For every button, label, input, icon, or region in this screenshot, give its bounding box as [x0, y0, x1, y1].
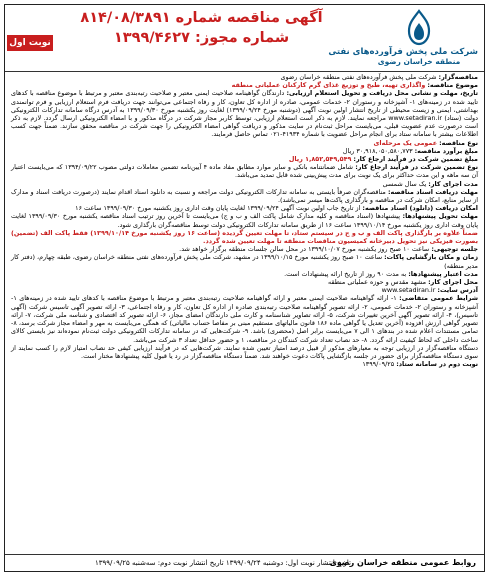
- tender-notice: [4, 4, 485, 572]
- paragraph-label: زمان و مکان بازگشایی پاکات:: [384, 253, 478, 262]
- paragraph-text: پیشنهادها (اسناد مناقصه و کلیه مدارک شامل پاکت الف و ب و ج) می‌بایست تا آخرین روز ترتیب اسناد مناقصه یکشنبه مورخ ۱۳۹۹/۰۹/۳۰ لغایت پایان وقت اداری روز یکشنبه مورخ ۱۳۹۹/۱۰/۱۴ ساعت ۱۶ از طریق سامانه تدارکات الکترونیکی دولت توسط مناقصه‌گران بارگذاری شود.: [11, 212, 478, 229]
- paragraph-text: ۱,۸۵۲,۵۴۹,۵۴۹ ریال: [288, 155, 352, 164]
- paragraph-label: محل اجرای کار:: [428, 278, 478, 287]
- paragraph-text: ۳۰,۹۱۸,۰۵۰,۵۸۰,۷۷۳ ریال: [342, 146, 413, 155]
- paragraph-label: آدرس سایت:: [437, 286, 478, 295]
- flame-logo-icon: [399, 9, 439, 47]
- paragraph-text: دستگاه مناقصه‌گزار در ارزیابی توجه به معیارهای مذکور از قبیل درصد امتیاز تعیین شده نمایند. شرکت‌هایی که در فرآیند ارزیابی کیفی حد نصاب امتیاز لازم را کسب نمایند از سوی دستگاه مناقصه‌گزار برای حضور در جلسه بازگشایی پاکات دعوت خواهند شد. ضمناً دستگاه مناقصه‌گزار در رد یا قبول کلیه پیشنهادها مختار است.: [11, 343, 478, 360]
- paragraph-label: جلسه توجیهی:: [431, 245, 478, 254]
- paragraph-text: ساعت ۱۰ صبح روز یکشنبه مورخ ۱۳۹۹/۱۰/۰۷ در محل سالن جلسات منطقه برگزار خواهد شد.: [179, 245, 430, 254]
- notice-paragraph: [11, 212, 478, 228]
- notice-title: آگهی مناقصه شماره ۸۱۴/۰۸/۳۸۹۱: [80, 10, 323, 26]
- paragraph-text: www.setadiran.ir: [381, 286, 436, 295]
- notice-paragraph: [11, 344, 478, 360]
- notice-paragraph: [11, 286, 478, 294]
- paragraph-label: نوع تضمین شرکت در فرآیند ارجاع کار:: [355, 163, 478, 172]
- paragraph-text: مشهد مقدس و حوزه عملیاتی منطقه: [328, 278, 427, 287]
- paragraph-label: شرایط عمومی متقاضی:: [399, 294, 478, 303]
- paragraph-label: موضوع مناقصه:: [427, 81, 478, 90]
- notice-paragraph: [11, 73, 478, 81]
- paragraph-label: امکان دریافت (دانلود) اسناد مناقصه:: [362, 204, 478, 213]
- paragraph-text: ضمناً علاوه بر بارگذاری پاکت الف و ب و ج در سیستم ستاد، تا مهلت تعیین گردیده (ساعت ۱۶ روز یکشنبه مورخ ۱۳۹۹/۱۰/۱۴) فقط پاکت الف (تضمین) بصورت فیزیکی نیز تحویل دبیرخانه کمیسیون مناقصات منطقه تا مهلت تعیین شده گردد.: [11, 228, 478, 246]
- paragraph-label: نوع مناقصه:: [439, 138, 478, 147]
- paragraph-label: مدت اجرای کار:: [428, 179, 478, 188]
- paragraph-label: مبلغ تضمین شرکت در فرآیند ارجاع کار:: [353, 155, 478, 164]
- notice-paragraph: [11, 360, 478, 368]
- publisher: روابط عمومی منطقه خراسان رضوی: [329, 558, 476, 567]
- notice-paragraph: [11, 147, 478, 155]
- paragraph-label: مهلت تحویل پیشنهادها:: [402, 212, 478, 221]
- paragraph-label: تاریخ، مهلت و نشانی محل دریافت و تحویل استعلام ارزیابی:: [286, 89, 478, 98]
- notice-paragraph: [11, 163, 478, 179]
- paragraph-text: واگذاری تهیه، طبخ و توزیع غذای گرم کارکنان عملیاتی منطقه: [231, 81, 426, 90]
- paragraph-label: مدت اعتبار پیشنهادها:: [408, 269, 478, 278]
- paragraph-text: ۱- ارائه گواهینامه صلاحیت ایمنی معتبر و ارائه گواهینامه صلاحیت رتبه‌بندی معتبر و مرتبط با موضوع مناقصه با کدهای تایید شده در زمینه‌های ۱- آشپزخانه و رستوران ۲- خدمات عمومی، ۲- ارائه تصویر گواهینامه صلاحیت رتبه‌بندی صادره از اداره کل تعاون، کار و رفاه اجتماعی، ۳- ارائه تصویر آگهی تاسیس شرکت (آگهی تاسیس)، ۴- ارائه تصویر آگهی آخرین تغییرات شرکت، ۵- ارائه تصاویر شناسنامه و کارت ملی دارندگان امضای مجاز، ۶- ارائه تصویر کد اقتصادی و شناسه ملی شرکت، ۷- ارائه تصویر گواهی ارزش افزوده (آخرین تعدیل یا گواهی ماده ۱۸۶ قانون مالیاتهای مستقیم مبنی بر مفاصا حساب مالیاتی) که همگی می‌بایست به مهر و امضاء مجاز شرکت برسد، ۸- تمامی مستندات اعلام شده در بندهای ۱ الی ۷ می‌بایست برابر اصل (محضری) باشد. ۹- شرکت‌هایی که در سامانه تدارکات الکترونیکی دولت ثبت‌نام نموده‌اند نیز بایستی کالای ساخت داخلی که لحاظ کیفیت ارائه گردد. ۸- حد نصاب تعداد شرکت کنندگان در مناقصه، ۱ و حضور حداقل تعداد ۳ شرکت می‌باشد.: [11, 294, 479, 344]
- company-logo: [328, 9, 478, 69]
- paragraph-text: مناقصه‌گران صرفاً بایستی به سامانه تدارکات الکترونیکی دولت مراجعه و نسبت به دانلود اسناد اقدام نمایند (درصورت دریافت اسناد و مدارک از سایر منابع، امکان شرکت در مناقصه و بارگذاری پاکت‌ها میسر نمی‌باشد).: [11, 187, 478, 205]
- paragraph-label: مهلت دریافت اسناد مناقصه:: [387, 187, 478, 196]
- paragraph-text: شرکت ملی پخش فرآورده‌های نفتی منطقه خراسان رضوی: [280, 73, 437, 81]
- notice-paragraph: [11, 229, 478, 245]
- paragraph-text: دارندگان گواهینامه صلاحیت ایمنی معتبر و صلاحیت رتبه‌بندی معتبر و مرتبط با موضوع مناقصه با کدهای تایید شده در زمینه‌های ۱- آشپزخانه و رستوران ۲- خدمات عمومی، صادره از اداره کل تعاون، کار و رفاه اجتماعی می‌توانند جهت دریافت فرم استعلام ارزیابی و فرم توانمندی بهداشتی، ایمنی و زیست محیطی از تاریخ انتشار اولین نوبت آگهی (دوشنبه مورخ ۱۳۹۹/۰۹/۲۴) لغایت روز یکشنبه مورخ ۱۳۹۹/۰۹/۳۰ به آدرس درگاه سامانه تدارکات الکترونیکی دولت (ستاد) www.setadiran.ir مراجعه نمایند. لازم به ذکر است استعلام ارزیابی، توسط کاربر مجاز شرکت در درگاه مذکور و با امضاء الکترونیکی ارسال گردد. لازم به ذکر است درصورت عدم عضویت قبلی، می‌بایست مراحل ثبت‌نام در سایت مذکور و دریافت گواهی امضاء الکترونیکی را جهت شرکت در مناقصه محقق سازند. ضمناً جهت کسب اطلاعات بیشتر با سامانه ستاد برای انجام مراحل عضویت با شماره ۴۱۹۳۴-۰۲۱ تماس حاصل فرمایند.: [11, 89, 479, 139]
- company-name: شرکت ملی پخش فرآورده‌های نفتی: [328, 47, 478, 57]
- paragraph-text: عمومی یک مرحله‌ای: [373, 138, 438, 147]
- notice-paragraph: [11, 180, 478, 188]
- paragraph-text: ۱۳۹۹/۰۹/۲۵: [362, 360, 395, 369]
- notice-paragraph: [11, 89, 478, 138]
- publication-dates: تاریخ انتشار نوبت اول: دوشنبه ۱۳۹۹/۰۹/۲۴ تاریخ انتشار نوبت دوم: سه‌شنبه ۱۳۹۹/۰۹/۲۵: [95, 559, 352, 567]
- publication-round-badge: نوبت اول: [7, 35, 53, 51]
- notice-paragraph: [11, 139, 478, 147]
- notice-paragraph: [11, 155, 478, 163]
- paragraph-label: مبلغ برآورد مناقصه:: [414, 146, 478, 155]
- paragraph-text: شامل ضمانتنامه بانکی و سایر موارد مطابق مفاد ماده ۴ آیین‌نامه تضمین معاملات دولتی مصوب ۱۳۹۴/۰۹/۲۲ که می‌بایست اعتبار آن سه ماهه و این مدت حداکثر برای یک نوبت برای مدت پیش‌بینی شده قابل تمدید می‌باشد.: [11, 163, 478, 180]
- paragraph-label: نوبت دوم در سامانه ستاد:: [396, 360, 478, 369]
- paragraph-text: به مدت ۹۰ روز از تاریخ ارائه پیشنهادات است.: [284, 269, 407, 278]
- notice-footer: [5, 554, 484, 571]
- notice-paragraph: [11, 270, 478, 278]
- notice-paragraph: [11, 188, 478, 204]
- paragraph-text: یک سال شمسی: [382, 179, 427, 188]
- company-region: منطقه خراسان رضوی: [377, 57, 461, 66]
- notice-paragraph: [11, 81, 478, 89]
- paragraph-text: از تاریخ جاب اولین نوبت آگهی ۱۳۹۹/۰۹/۲۴ لغایت پایان وقت اداری روز یکشنبه مورخ ۱۳۹۹/۰۹/۳۰ ساعت ۱۶: [75, 204, 361, 213]
- permit-number: شماره مجوز: ۱۳۹۹/۴۶۲۷: [113, 30, 290, 46]
- notice-paragraph: [11, 253, 478, 269]
- paragraph-text: ساعت ۱۰ صبح روز یکشنبه مورخ ۱۳۹۹/۱۰/۱۵ در مشهد، شرکت ملی پخش فرآورده‌های نفتی منطقه خراسان رضوی، طبقه چهارم، (دفتر کار مدیر منطقه): [11, 253, 478, 270]
- notice-header: [5, 5, 484, 72]
- notice-body: [5, 72, 484, 368]
- notice-paragraph: [11, 294, 478, 343]
- paragraph-label: مناقصه‌گزار:: [438, 73, 478, 81]
